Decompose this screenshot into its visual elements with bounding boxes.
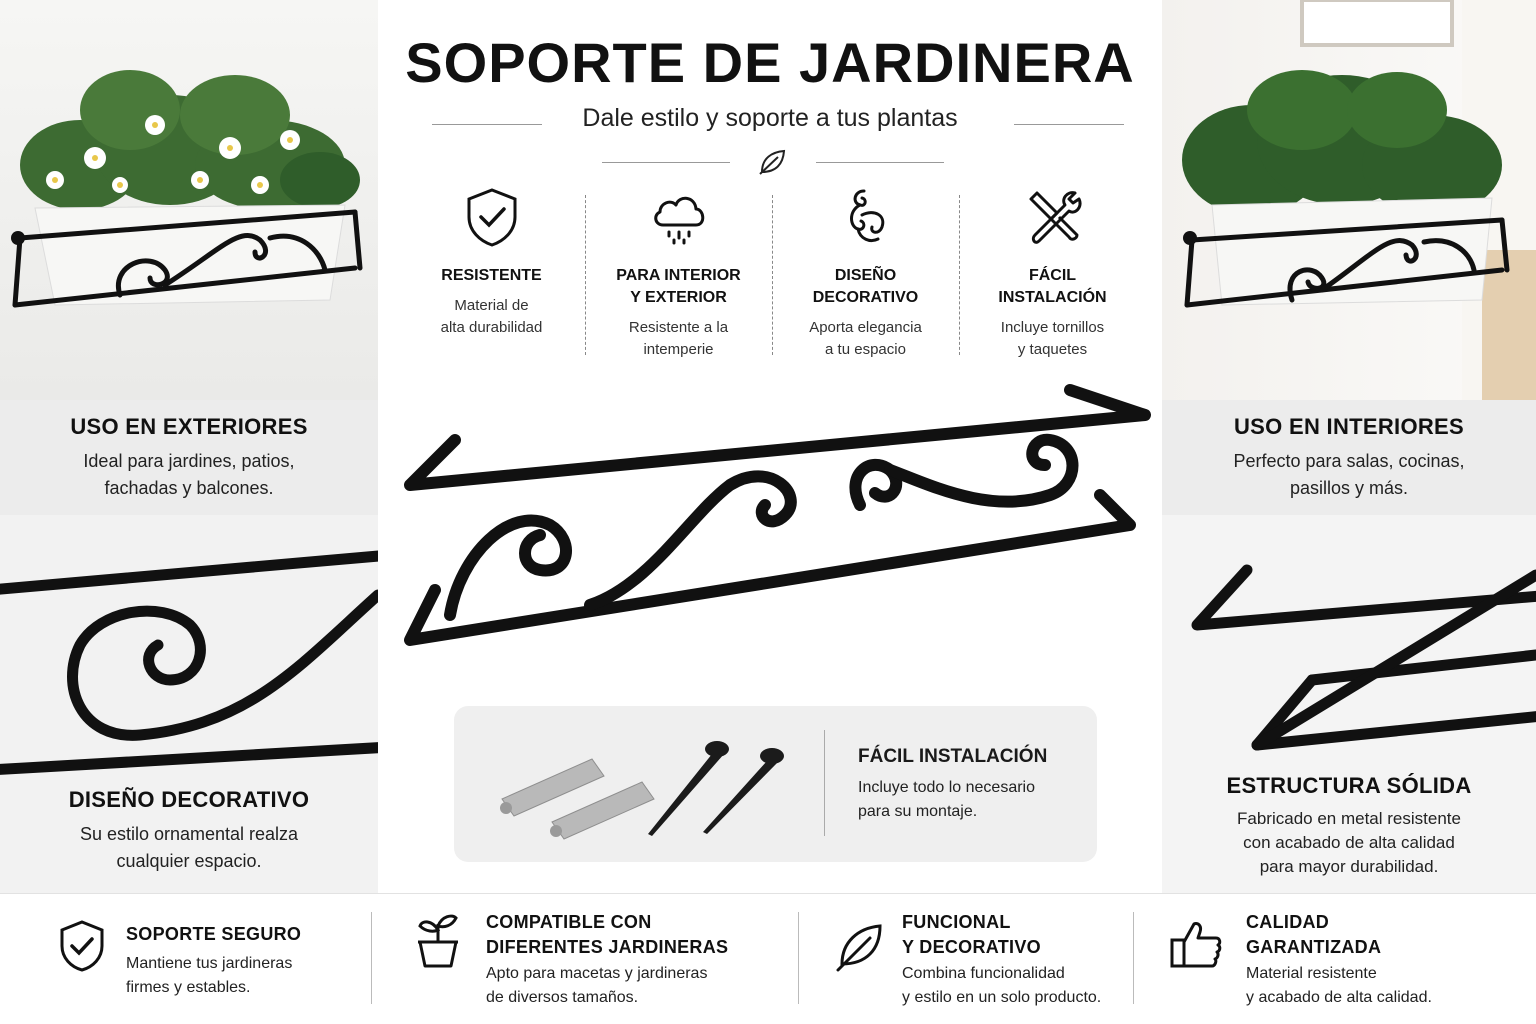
benefit-title: SOPORTE SEGURO [126,924,302,944]
tools-icon [1021,185,1085,249]
benefit-desc: Combina funcionalidad y estilo en un solo producto. [902,965,1102,1006]
benefit-desc: Apto para macetas y jardineras de diversos tamaños. [486,965,708,1006]
leaf-rule-left [602,162,730,163]
scroll-ornament-icon [834,185,898,249]
feature-title: FÁCIL INSTALACIÓN [998,267,1107,306]
feature-desc: Material de alta durabilidad [440,297,543,336]
benefit-calidad [1166,894,1526,1024]
feature-title: DISEÑO DECORATIVO [812,267,919,306]
installation-divider [824,730,825,836]
screws-and-anchors-image [492,724,792,844]
feature-desc: Aporta elegancia a tu espacio [809,319,922,358]
solid-title: ESTRUCTURA SÓLIDA [1226,773,1472,798]
benefit-divider [1133,912,1134,1004]
feature-decorativo [772,185,959,361]
cloud-rain-icon [647,185,711,249]
plant-pot-icon [410,912,466,968]
installation-desc: Incluye todo lo necesario para su montaje. [858,779,1035,820]
exterior-photo [0,0,378,400]
subtitle-rule-right [1014,124,1124,125]
shield-check-icon [460,185,524,249]
benefit-funcional [832,894,1132,1024]
benefit-title: CALIDAD GARANTIZADA [1246,912,1382,957]
exterior-usage-card [0,400,378,515]
benefit-divider [371,912,372,1004]
feature-desc: Resistente a la intemperie [628,319,729,358]
benefit-soporte-seguro [50,894,370,1024]
page-subtitle: Dale estilo y soporte a tus plantas [582,104,958,132]
feature-resistente [398,185,585,339]
thumbs-up-icon [1168,916,1224,972]
benefit-desc: Mantiene tus jardineras firmes y estables. [126,955,293,996]
benefits-bar [0,893,1536,1024]
decorative-desc: Su estilo ornamental realza cualquier espacio. [79,824,299,871]
installation-kit-card [454,706,1097,862]
benefit-desc: Material resistente y acabado de alta calidad. [1246,965,1432,1006]
exterior-desc: Ideal para jardines, patios, fachadas y balcones. [83,451,295,498]
feature-interior-exterior [585,185,772,361]
interior-desc: Perfecto para salas, cocinas, pasillos y más. [1233,451,1465,498]
benefit-compatible [406,894,796,1024]
benefit-title: FUNCIONAL Y DECORATIVO [902,912,1041,957]
feature-desc: Incluye tornillos y taquetes [1000,319,1105,358]
benefit-title: COMPATIBLE CON DIFERENTES JARDINERAS [486,912,729,957]
feature-instalacion [959,185,1146,361]
decorative-title: DISEÑO DECORATIVO [68,787,310,812]
decorative-closeup [0,515,378,893]
solid-structure-closeup [1162,515,1536,893]
interior-title: USO EN INTERIORES [1233,414,1465,439]
feature-title: PARA INTERIOR Y EXTERIOR [616,267,741,306]
solid-desc: Fabricado en metal resistente con acabado de alta calidad para mayor durabilidad. [1237,809,1461,876]
leaf-rule-right [816,162,944,163]
bracket-product-image [390,375,1160,665]
interior-photo [1162,0,1536,400]
feature-title: RESISTENTE [441,267,542,284]
page-title: SOPORTE DE JARDINERA [405,31,1135,94]
leaf-icon [832,918,888,974]
leaf-icon [756,146,788,178]
benefit-divider [798,912,799,1004]
interior-usage-card [1162,400,1536,515]
exterior-title: USO EN EXTERIORES [70,414,308,439]
shield-check-icon [54,918,110,974]
installation-title: FÁCIL INSTALACIÓN [858,746,1048,767]
